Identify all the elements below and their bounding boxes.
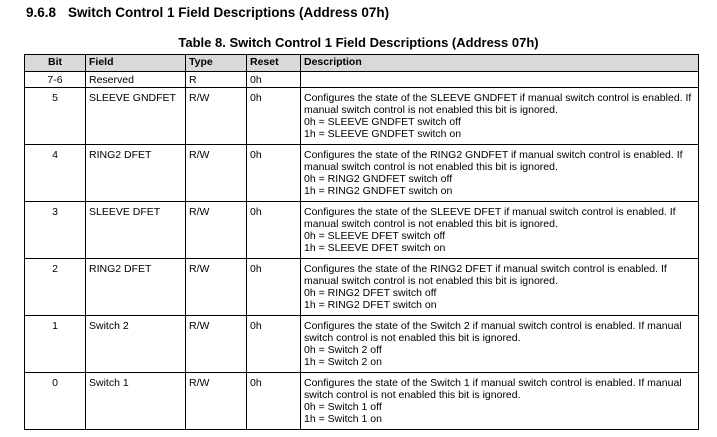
cell-type: R/W xyxy=(186,316,247,373)
cell-field: RING2 DFET xyxy=(86,145,186,202)
table-row xyxy=(25,202,699,259)
value-off: 0h = Switch 1 off xyxy=(304,401,382,413)
cell-reset: 0h xyxy=(247,72,301,88)
cell-field: SLEEVE DFET xyxy=(86,202,186,259)
cell-description xyxy=(301,316,699,373)
table-header-row xyxy=(25,55,699,72)
cell-type: R/W xyxy=(186,88,247,145)
field-descriptions-table xyxy=(24,54,699,430)
value-on: 1h = Switch 1 on xyxy=(304,413,382,425)
description-text: Configures the state of the SLEEVE GNDFET if manual switch control is enabled. If manual switch control is not enabled this bit is ignored. xyxy=(304,92,692,116)
cell-description xyxy=(301,259,699,316)
cell-type: R/W xyxy=(186,145,247,202)
cell-description xyxy=(301,145,699,202)
value-off: 0h = Switch 2 off xyxy=(304,344,382,356)
cell-type: R/W xyxy=(186,373,247,430)
table-title: Table 8. Switch Control 1 Field Descriptions (Address 07h) xyxy=(178,35,539,50)
cell-bit: 3 xyxy=(25,202,86,259)
value-on: 1h = RING2 GNDFET switch on xyxy=(304,185,453,197)
cell-bit: 7-6 xyxy=(25,72,86,88)
table-row xyxy=(25,72,699,88)
header-bit: Bit xyxy=(25,55,86,72)
header-description: Description xyxy=(301,55,699,72)
value-off: 0h = RING2 GNDFET switch off xyxy=(304,173,453,185)
header-reset: Reset xyxy=(247,55,301,72)
cell-description xyxy=(301,373,699,430)
section-heading xyxy=(26,5,389,20)
cell-type: R xyxy=(186,72,247,88)
cell-field: Switch 1 xyxy=(86,373,186,430)
cell-description xyxy=(301,202,699,259)
value-on: 1h = Switch 2 on xyxy=(304,356,382,368)
cell-bit: 0 xyxy=(25,373,86,430)
value-on: 1h = SLEEVE DFET switch on xyxy=(304,242,446,254)
cell-reset: 0h xyxy=(247,145,301,202)
cell-reset: 0h xyxy=(247,316,301,373)
table-row xyxy=(25,88,699,145)
value-off: 0h = SLEEVE GNDFET switch off xyxy=(304,116,461,128)
cell-bit: 1 xyxy=(25,316,86,373)
cell-type: R/W xyxy=(186,259,247,316)
section-title: Switch Control 1 Field Descriptions (Address 07h) xyxy=(68,5,390,20)
table-row xyxy=(25,145,699,202)
value-on: 1h = RING2 DFET switch on xyxy=(304,299,437,311)
description-text: Configures the state of the RING2 DFET if manual switch control is enabled. If manual switch control is not enabled this bit is ignored. xyxy=(304,263,667,287)
table-row xyxy=(25,316,699,373)
description-text: Configures the state of the Switch 1 if manual switch control is enabled. If manual switch control is not enabled this bit is ignored. xyxy=(304,377,682,401)
cell-bit: 2 xyxy=(25,259,86,316)
table-row xyxy=(25,259,699,316)
cell-reset: 0h xyxy=(247,373,301,430)
section-number: 9.6.8 xyxy=(26,5,57,20)
cell-field: Switch 2 xyxy=(86,316,186,373)
cell-reset: 0h xyxy=(247,88,301,145)
cell-field: RING2 DFET xyxy=(86,259,186,316)
cell-reset: 0h xyxy=(247,259,301,316)
value-off: 0h = RING2 DFET switch off xyxy=(304,287,437,299)
cell-type: R/W xyxy=(186,202,247,259)
cell-field: SLEEVE GNDFET xyxy=(86,88,186,145)
cell-description xyxy=(301,88,699,145)
description-text: Configures the state of the RING2 GNDFET if manual switch control is enabled. If manual switch control is not enabled this bit is ignored. xyxy=(304,149,683,173)
cell-reset: 0h xyxy=(247,202,301,259)
header-field: Field xyxy=(86,55,186,72)
cell-field: Reserved xyxy=(86,72,186,88)
description-text: Configures the state of the SLEEVE DFET if manual switch control is enabled. If manual switch control is not enabled this bit is ignored. xyxy=(304,206,676,230)
value-on: 1h = SLEEVE GNDFET switch on xyxy=(304,128,462,140)
cell-bit: 4 xyxy=(25,145,86,202)
description-text: Configures the state of the Switch 2 if manual switch control is enabled. If manual switch control is not enabled this bit is ignored. xyxy=(304,320,682,344)
value-off: 0h = SLEEVE DFET switch off xyxy=(304,230,446,242)
header-type: Type xyxy=(186,55,247,72)
table-row xyxy=(25,373,699,430)
cell-bit: 5 xyxy=(25,88,86,145)
cell-description xyxy=(301,72,699,88)
